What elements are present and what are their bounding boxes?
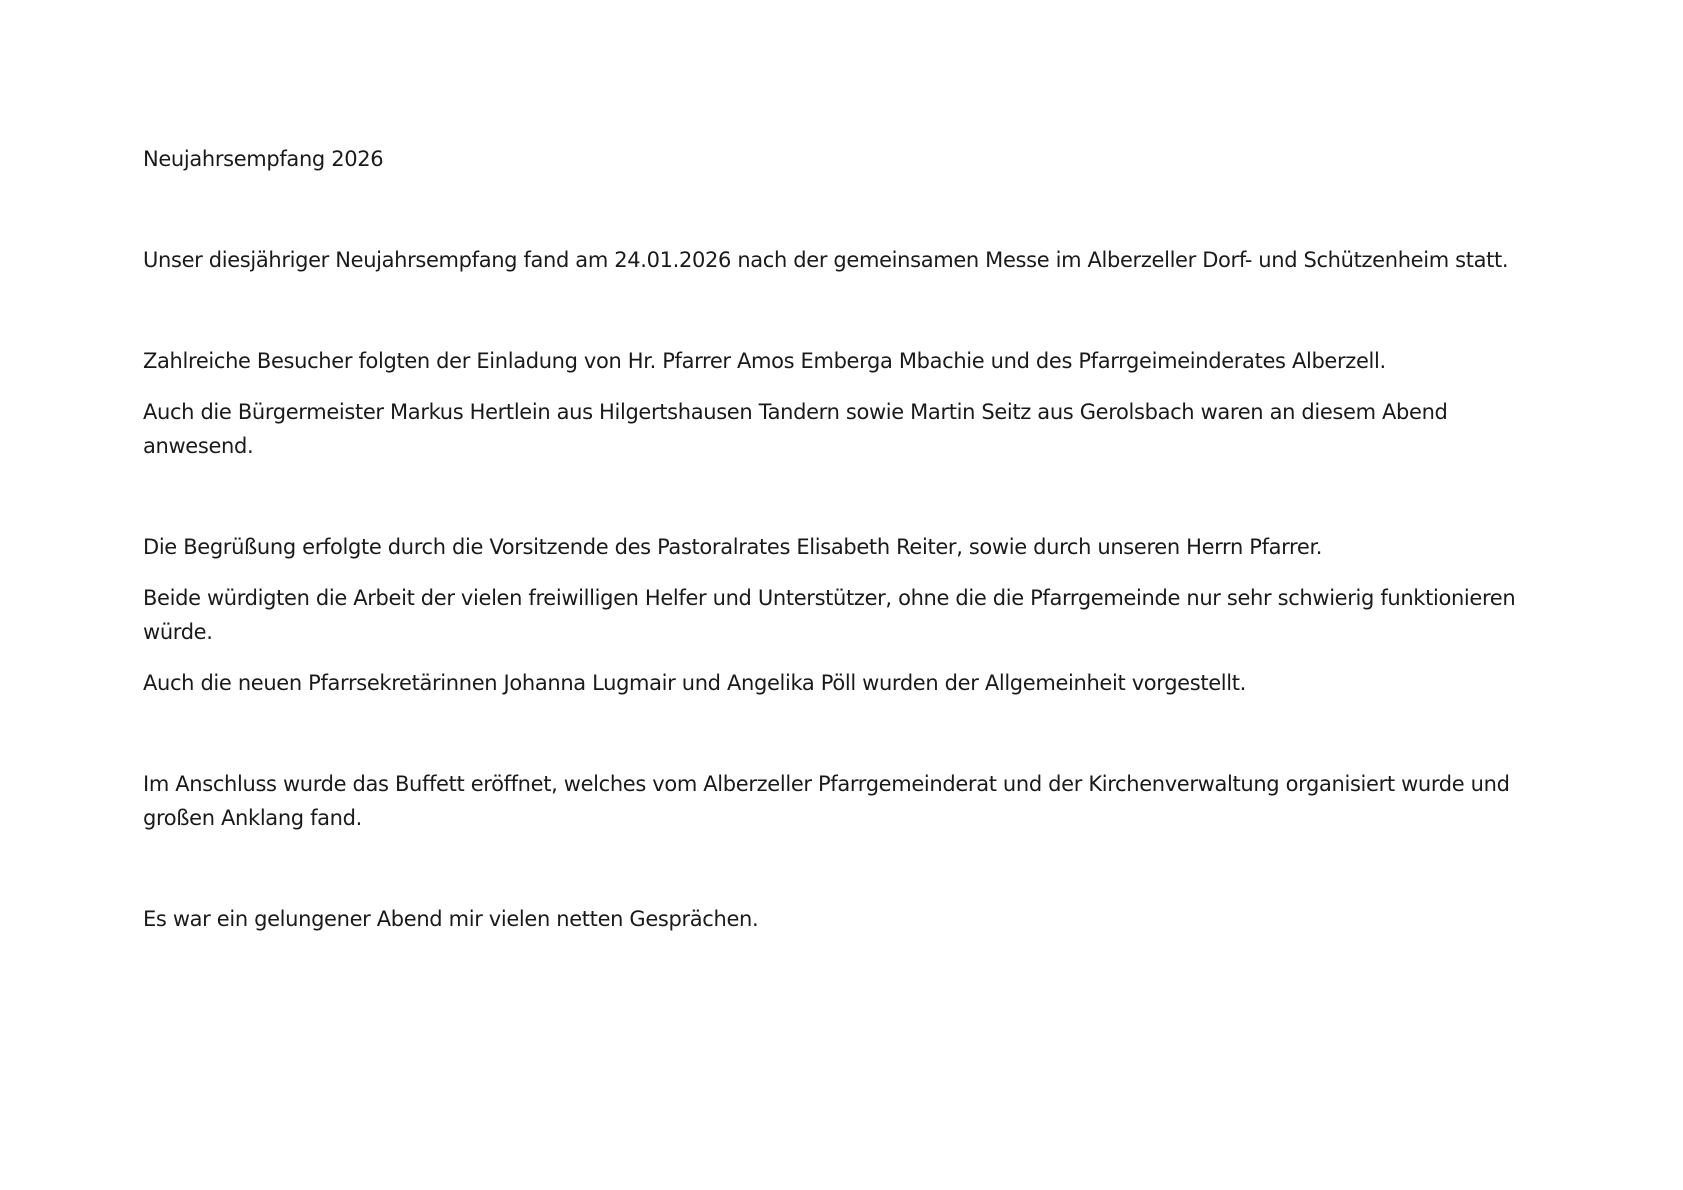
- paragraph-volunteers: Beide würdigten die Arbeit der vielen freiwilligen Helfer und Unterstützer, ohne die die Pfarrgemeinde nur sehr schwierig funktionieren würde.: [143, 586, 1516, 644]
- paragraph-closing: Es war ein gelungener Abend mir vielen netten Gesprächen.: [143, 907, 759, 931]
- document-page: [143, 142, 1553, 936]
- paragraph-mayors: Auch die Bürgermeister Markus Hertlein aus Hilgertshausen Tandern sowie Martin Seitz aus Gerolsbach waren an diesem Abend anwesend.: [143, 400, 1448, 458]
- paragraph-visitors: Zahlreiche Besucher folgten der Einladung von Hr. Pfarrer Amos Emberga Mbachie und des Pfarrgeimeinderates Alberzell.: [143, 349, 1386, 373]
- paragraph-buffet: Im Anschluss wurde das Buffett eröffnet, welches vom Alberzeller Pfarrgemeinderat und der Kirchenverwaltung organisiert wurde und großen Anklang fand.: [143, 772, 1510, 830]
- paragraph-intro: Unser diesjähriger Neujahrsempfang fand am 24.01.2026 nach der gemeinsamen Messe im Alberzeller Dorf- und Schützenheim statt.: [143, 248, 1509, 272]
- paragraph-secretaries: Auch die neuen Pfarrsekretärinnen Johanna Lugmair und Angelika Pöll wurden der Allgemeinheit vorgestellt.: [143, 671, 1246, 695]
- document-title: Neujahrsempfang 2026: [143, 147, 384, 171]
- paragraph-welcome: Die Begrüßung erfolgte durch die Vorsitzende des Pastoralrates Elisabeth Reiter, sowie durch unseren Herrn Pfarrer.: [143, 535, 1323, 559]
